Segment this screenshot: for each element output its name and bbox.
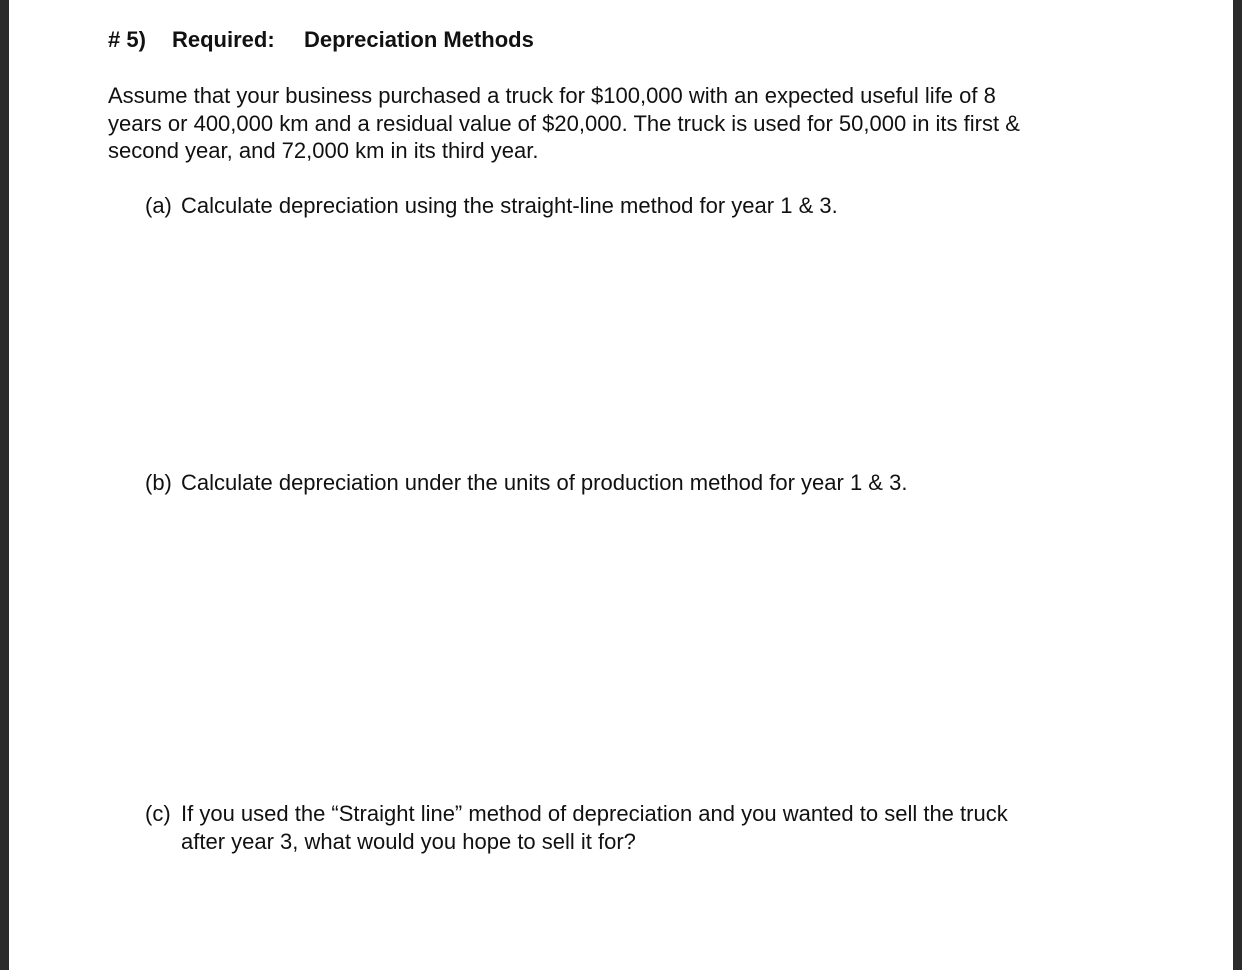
question-label: (c) xyxy=(145,801,171,826)
question-title: Depreciation Methods xyxy=(304,27,534,52)
problem-line: Assume that your business purchased a truck for $100,000 with an expected useful life of 8 xyxy=(108,83,996,108)
problem-line: years or 400,000 km and a residual value of $20,000. The truck is used for 50,000 in its first & xyxy=(108,110,1020,136)
question-heading xyxy=(108,24,534,56)
question-text-continued: after year 3, what would you hope to sell it for? xyxy=(181,829,636,854)
question-number: # 5) xyxy=(108,27,146,52)
question-text: If you used the “Straight line” method of depreciation and you wanted to sell the truck xyxy=(181,801,1008,826)
question-c xyxy=(145,800,1008,856)
question-b xyxy=(145,469,907,497)
question-text: Calculate depreciation using the straight-line method for year 1 & 3. xyxy=(181,193,838,218)
problem-line: second year, and 72,000 km in its third year. xyxy=(108,138,539,163)
question-text: Calculate depreciation under the units of production method for year 1 & 3. xyxy=(181,470,908,495)
question-label: (b) xyxy=(145,470,172,495)
problem-statement xyxy=(108,82,1118,165)
question-label: (a) xyxy=(145,193,172,218)
question-a xyxy=(145,192,838,220)
document-page xyxy=(9,0,1233,970)
required-label: Required: xyxy=(172,27,275,52)
